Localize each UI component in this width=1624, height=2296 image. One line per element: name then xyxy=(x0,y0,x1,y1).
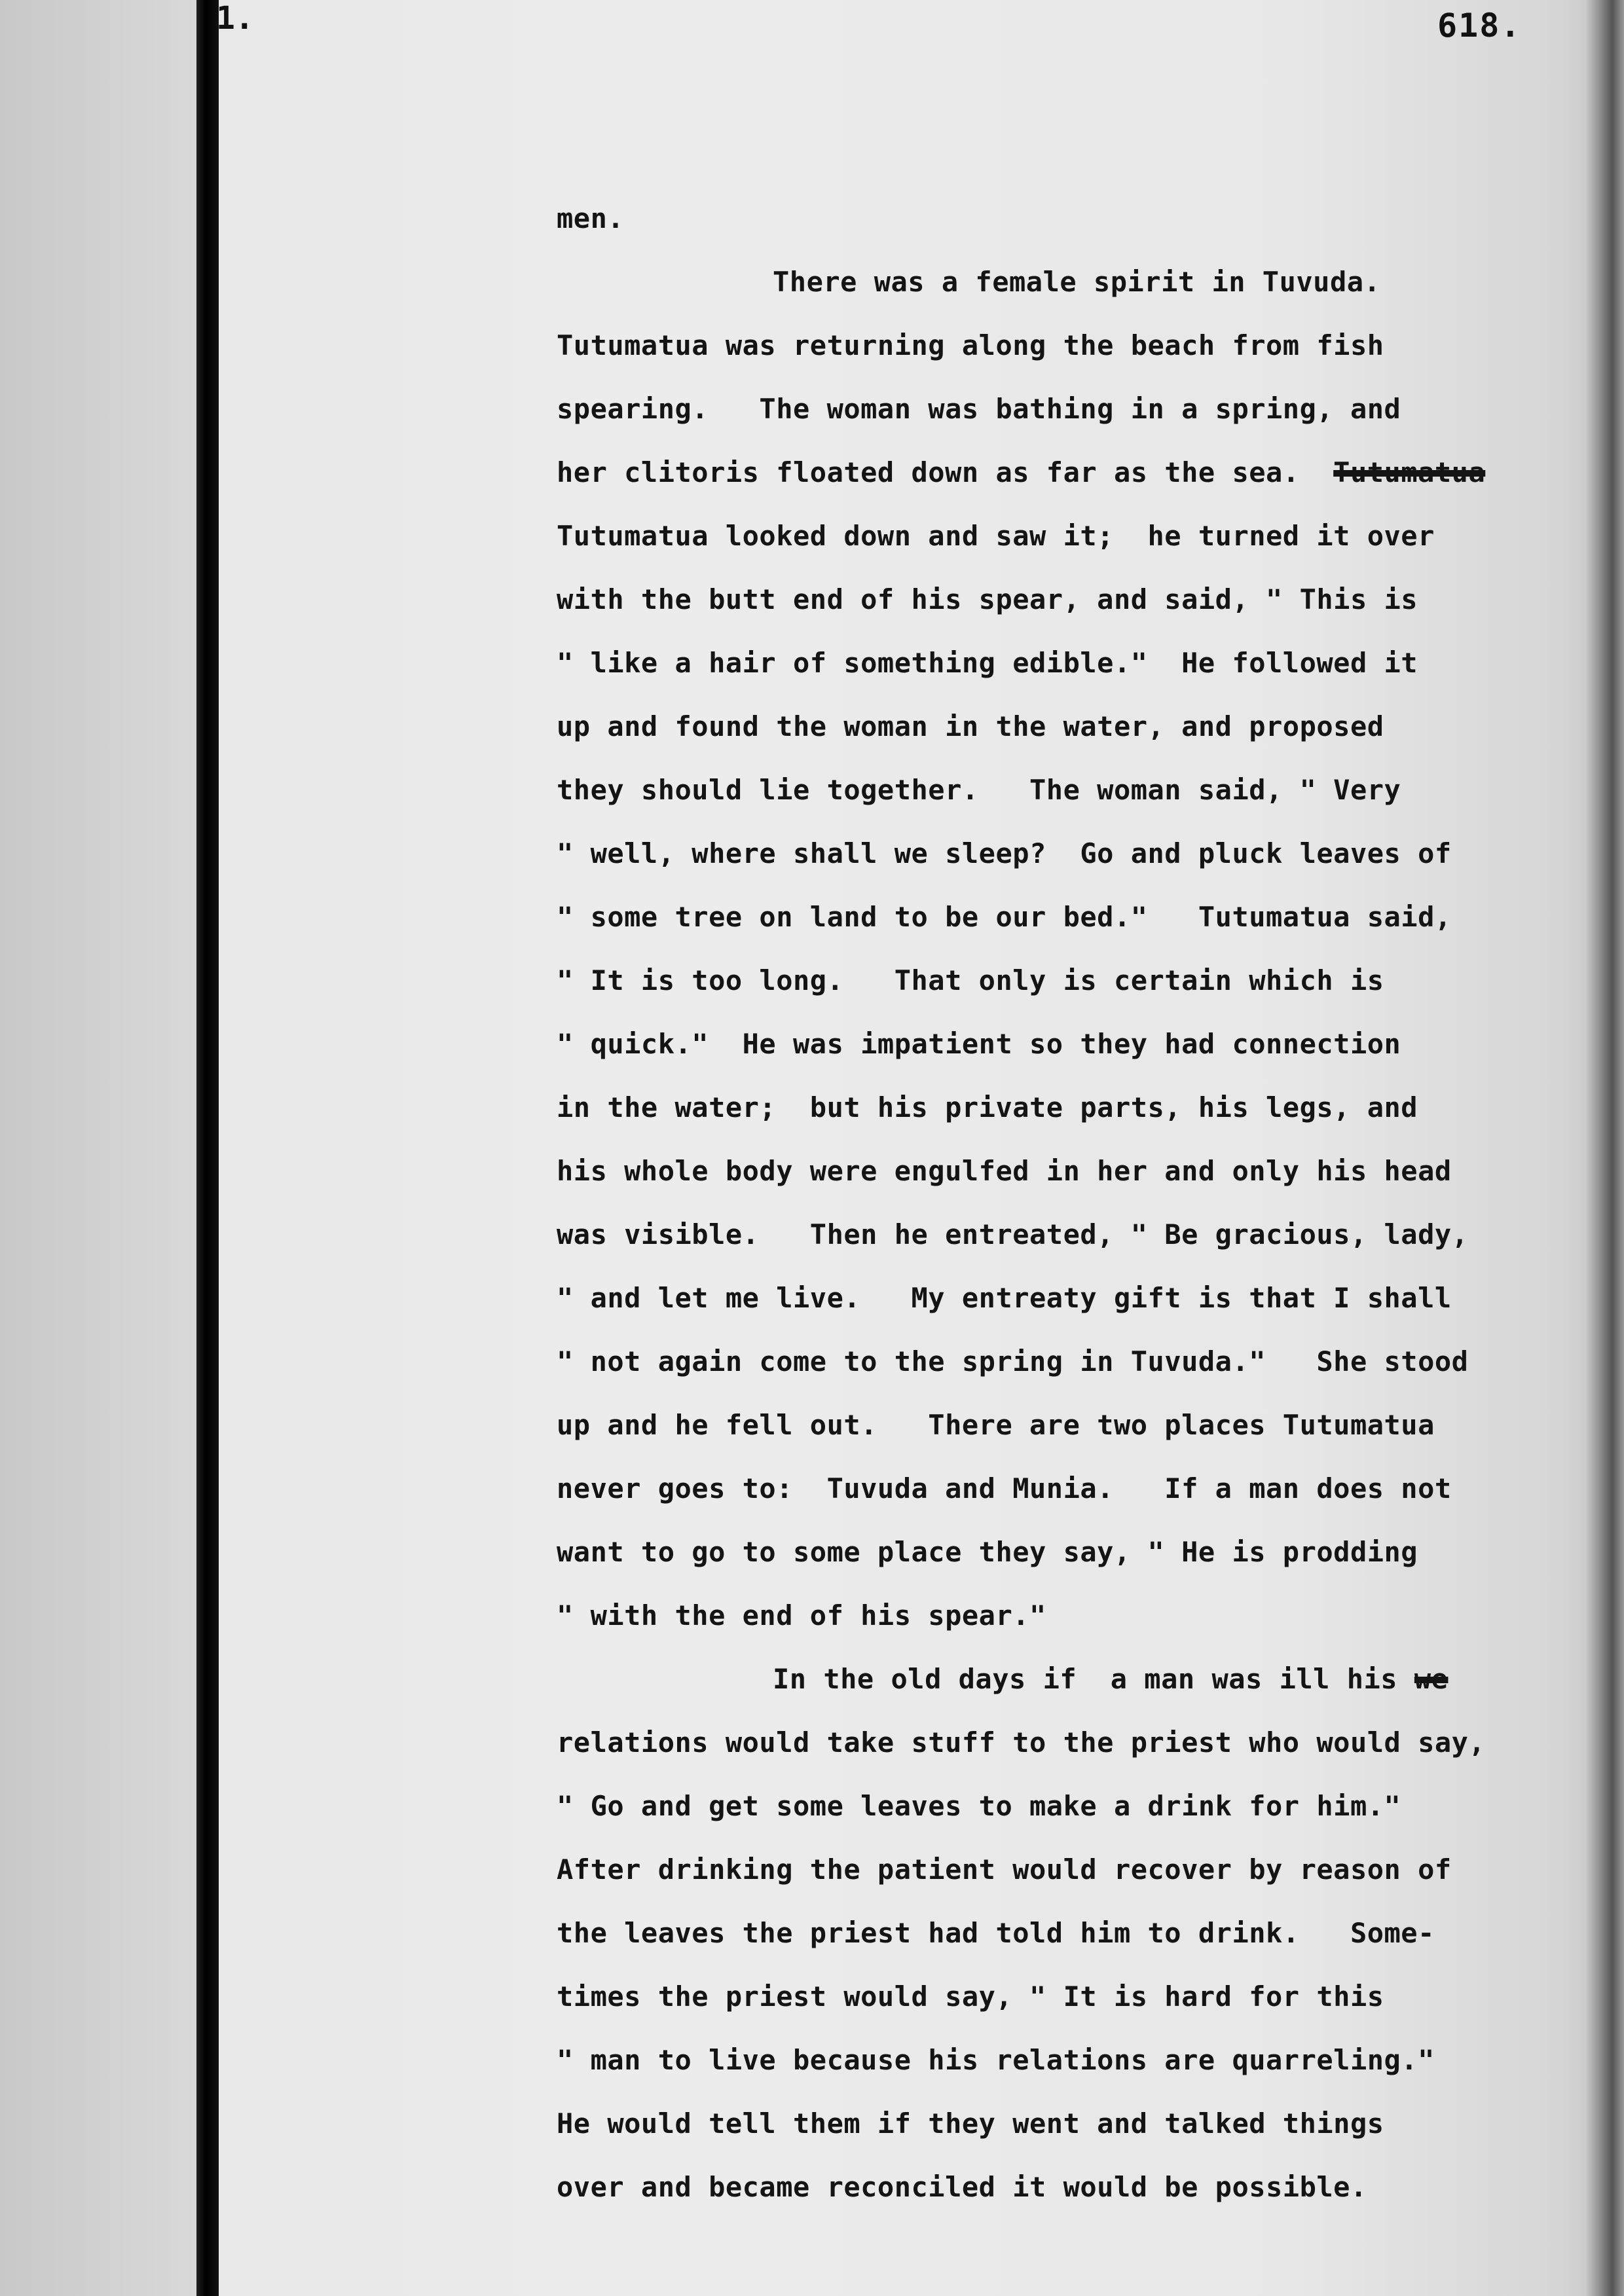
text-line: up and he fell out. There are two places Tutumatua xyxy=(557,1409,1435,1441)
corner-mark: 1. xyxy=(216,0,254,37)
text-line: never goes to: Tuvuda and Munia. If a man does not xyxy=(557,1472,1452,1504)
text-line: " quick." He was impatient so they had connection xyxy=(557,1028,1401,1060)
struck-text: Tutumatua xyxy=(1333,456,1486,488)
text-line: was visible. Then he entreated, " Be gracious, lady, xyxy=(557,1218,1469,1250)
text-line: " man to live because his relations are quarreling." xyxy=(557,2044,1435,2076)
text-line xyxy=(557,1647,1578,1711)
text-line: want to go to some place they say, " He is prodding xyxy=(557,1536,1418,1568)
text-line: men. xyxy=(557,202,625,234)
text-line: his whole body were engulfed in her and only his head xyxy=(557,1155,1452,1187)
right-page-edge xyxy=(1585,0,1624,2296)
text-line: " It is too long. That only is certain which is xyxy=(557,964,1384,996)
text-line: times the priest would say, " It is hard for this xyxy=(557,1980,1384,2013)
left-margin xyxy=(0,0,196,2296)
text-line xyxy=(557,441,1578,504)
text-line: " like a hair of something edible." He followed it xyxy=(557,647,1418,679)
text-line: Tutumatua looked down and saw it; he turned it over xyxy=(557,520,1435,552)
text-line: up and found the woman in the water, and proposed xyxy=(557,710,1384,742)
text-segment: In the old days if a man was ill his xyxy=(773,1663,1414,1695)
text-line: " Go and get some leaves to make a drink for him." xyxy=(557,1790,1401,1822)
binding-edge xyxy=(196,0,219,2296)
text-line: Tutumatua was returning along the beach from fish xyxy=(557,329,1384,361)
text-line: they should lie together. The woman said, " Very xyxy=(557,774,1401,806)
text-line: the leaves the priest had told him to drink. Some- xyxy=(557,1917,1435,1949)
text-line: " and let me live. My entreaty gift is that I shall xyxy=(557,1282,1452,1314)
text-segment: her clitoris floated down as far as the sea. xyxy=(557,456,1334,488)
text-line: with the butt end of his spear, and said, " This is xyxy=(557,583,1418,615)
text-line: There was a female spirit in Tuvuda. xyxy=(773,266,1381,298)
typescript-body xyxy=(557,187,1578,2219)
text-line: He would tell them if they went and talked things xyxy=(557,2107,1384,2140)
text-line: " well, where shall we sleep? Go and pluck leaves of xyxy=(557,837,1452,869)
page-number: 618. xyxy=(1437,7,1522,45)
text-line: relations would take stuff to the priest who would say, xyxy=(557,1726,1486,1758)
text-line: spearing. The woman was bathing in a spring, and xyxy=(557,393,1401,425)
text-line: over and became reconciled it would be possible. xyxy=(557,2171,1367,2203)
text-line: " some tree on land to be our bed." Tutumatua said, xyxy=(557,901,1452,933)
text-line: " not again come to the spring in Tuvuda." She stood xyxy=(557,1345,1469,1377)
text-line: " with the end of his spear." xyxy=(557,1599,1046,1631)
text-line: in the water; but his private parts, his legs, and xyxy=(557,1091,1418,1123)
text-line: After drinking the patient would recover by reason of xyxy=(557,1853,1452,1886)
struck-text: we xyxy=(1414,1663,1449,1695)
